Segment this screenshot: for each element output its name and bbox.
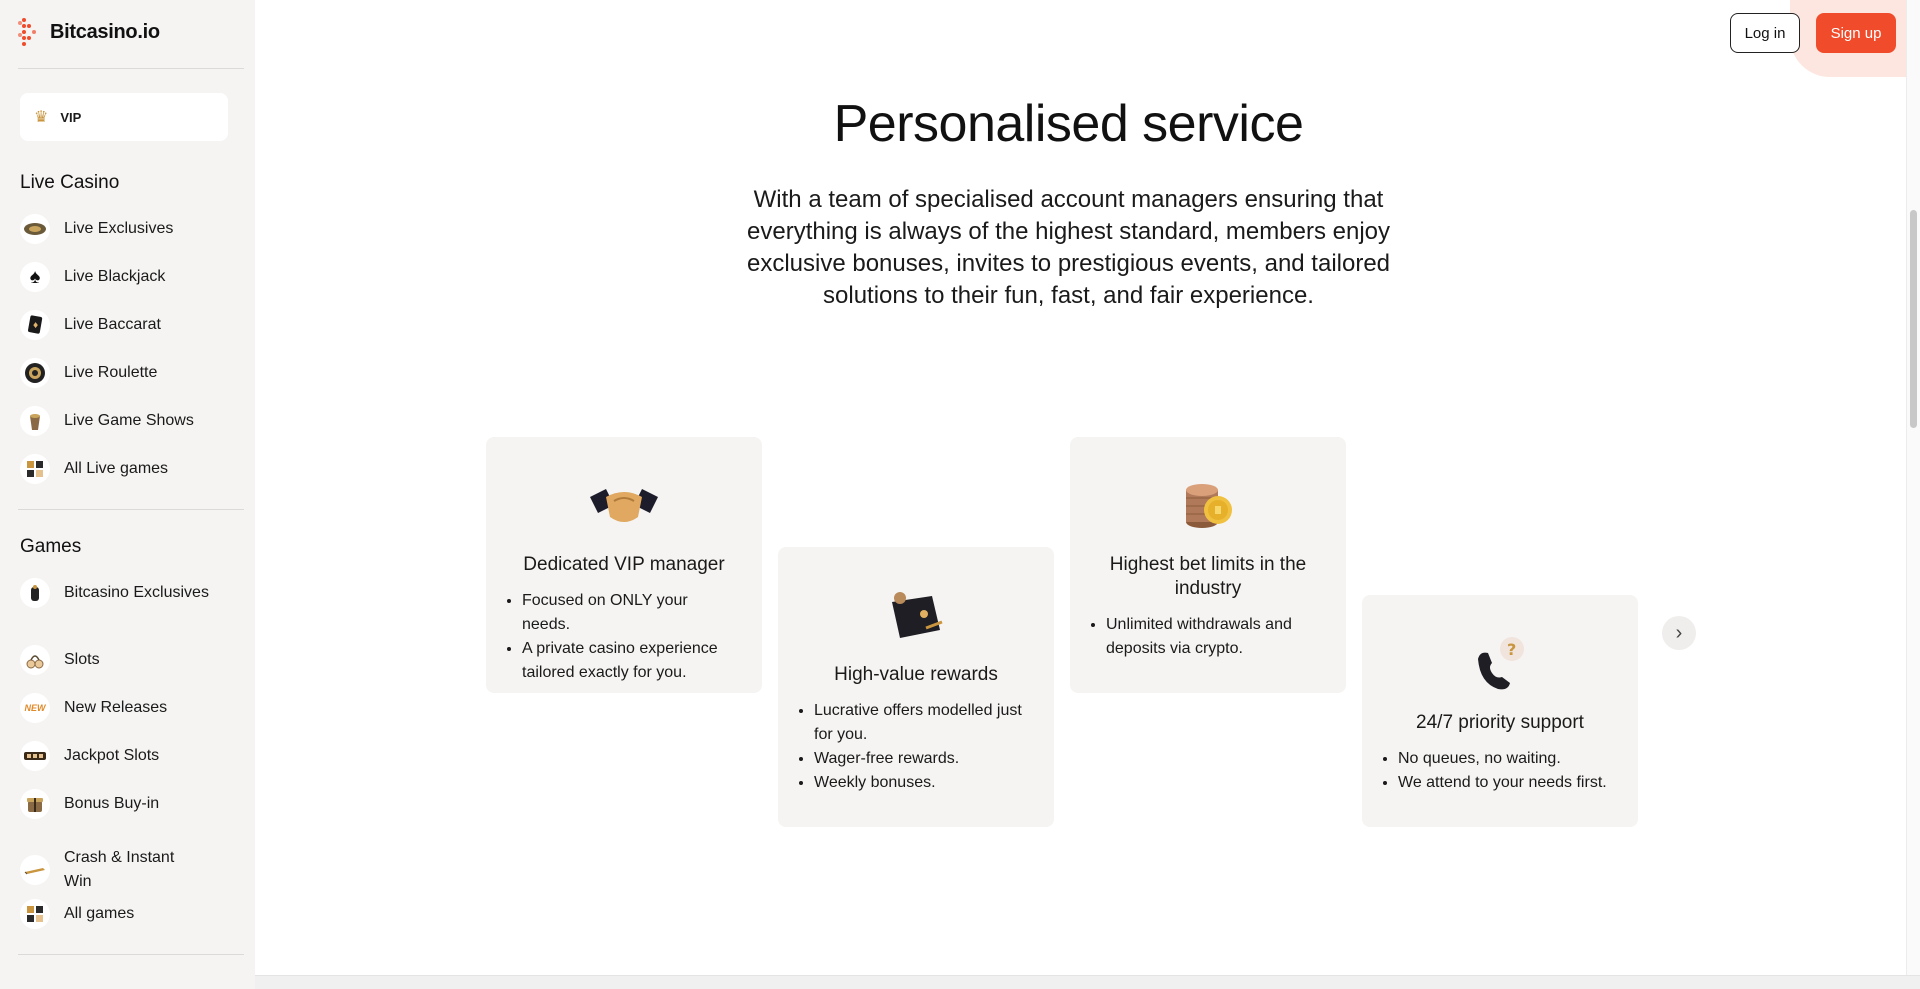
sidebar-item-label: Live Baccarat: [64, 316, 161, 333]
list-item: • No queues, no waiting.: [1398, 747, 1616, 771]
list-item: • Weekly bonuses.: [814, 771, 1032, 795]
feature-card-support: [1362, 595, 1638, 827]
sidebar-item-crash-instant-win[interactable]: [20, 846, 230, 894]
sidebar-item-live-baccarat[interactable]: [20, 310, 230, 340]
sidebar-item-vip[interactable]: [20, 93, 228, 141]
feature-card-vip-manager: [486, 437, 762, 693]
list-item: • Focused on ONLY your needs.: [522, 589, 740, 637]
spade-icon: ♠: [20, 262, 50, 292]
section-title-live-casino: Live Casino: [20, 172, 120, 193]
vertical-scrollbar[interactable]: [1906, 0, 1920, 975]
sidebar-item-label: All games: [64, 905, 135, 922]
sidebar-item-label: Live Blackjack: [64, 268, 166, 285]
sidebar-item-live-exclusives[interactable]: [20, 214, 230, 244]
handshake-icon: [486, 477, 762, 535]
section-title-games: Games: [20, 536, 82, 557]
brand-name: Bitcasino.io: [50, 20, 160, 43]
sidebar-item-new-releases[interactable]: [20, 693, 230, 723]
signup-button[interactable]: Sign up: [1816, 13, 1896, 53]
sidebar-item-label: Bitcasino Exclusives: [64, 584, 209, 601]
sidebar-item-all-games[interactable]: [20, 899, 230, 929]
new-icon: NEW: [20, 693, 50, 723]
chevron-right-icon: ›: [1675, 621, 1683, 644]
phone-support-icon: [1362, 635, 1638, 693]
grid-icon: [20, 899, 50, 929]
list-item: • Wager-free rewards.: [814, 747, 1032, 771]
list-item: • We attend to your needs first.: [1398, 771, 1616, 795]
sidebar-item-live-roulette[interactable]: [20, 358, 230, 388]
jackpot-icon: [20, 741, 50, 771]
sidebar-item-slots[interactable]: [20, 645, 230, 675]
sidebar-item-label: Live Exclusives: [64, 220, 174, 237]
roulette-icon: [20, 358, 50, 388]
scrollbar-thumb[interactable]: [1910, 210, 1917, 428]
sidebar-item-label: Crash & Instant Win: [64, 849, 175, 890]
list-item: • Lucrative offers modelled just for you.: [814, 699, 1032, 747]
card-bullets: [814, 699, 1032, 795]
bonus-icon: [20, 789, 50, 819]
sidebar-item-label: Live Roulette: [64, 364, 158, 381]
divider: [18, 68, 244, 69]
carousel-next-button[interactable]: [1662, 616, 1696, 650]
wallet-icon: [778, 587, 1054, 645]
divider: [18, 954, 244, 955]
horizontal-scrollbar[interactable]: [255, 975, 1920, 989]
sidebar-item-label: All Live games: [64, 460, 169, 477]
sidebar-item-label: Bonus Buy-in: [64, 795, 160, 812]
cards-icon: [20, 310, 50, 340]
sidebar-item-label: Slots: [64, 651, 100, 668]
page-description: With a team of specialised account managers ensuring that everything is always of the highest standard, members enjoy exclusive bonuses, invites to prestigious events, and tailored solutions to their fun, fast, and fair experience.: [746, 186, 1391, 309]
live-exclusives-icon: [20, 214, 50, 244]
feature-card-rewards: [778, 547, 1054, 827]
list-item: • Unlimited withdrawals and deposits via crypto.: [1106, 613, 1324, 661]
sidebar: [0, 0, 255, 989]
sidebar-item-label: New Releases: [64, 699, 168, 716]
crash-icon: [20, 855, 50, 885]
sidebar-item-label: Live Game Shows: [64, 412, 194, 429]
card-title: Dedicated VIP manager: [523, 554, 725, 575]
card-bullets: [522, 589, 740, 685]
list-item: • A private casino experience tailored exactly for you.: [522, 637, 740, 685]
sidebar-item-live-blackjack[interactable]: [20, 262, 230, 292]
sidebar-item-label: VIP: [60, 109, 82, 125]
game-show-icon: [20, 406, 50, 436]
logo-icon: [18, 18, 40, 46]
card-title: High-value rewards: [834, 664, 998, 685]
cherry-icon: [20, 645, 50, 675]
feature-card-bet-limits: [1070, 437, 1346, 693]
divider: [18, 509, 244, 510]
page-title: Personalised service: [833, 95, 1304, 153]
login-button[interactable]: Log in: [1730, 13, 1800, 53]
exclusive-icon: [20, 578, 50, 608]
brand-logo[interactable]: [18, 16, 160, 48]
crown-icon: ♛: [34, 109, 49, 126]
sidebar-item-live-game-shows[interactable]: [20, 406, 230, 436]
sidebar-item-bitcasino-exclusives[interactable]: [20, 578, 230, 608]
sidebar-item-all-live-games[interactable]: [20, 454, 230, 484]
card-bullets: [1398, 747, 1616, 795]
card-bullets: [1106, 613, 1324, 661]
sidebar-item-jackpot-slots[interactable]: [20, 741, 230, 771]
svg-text:?: ?: [1507, 640, 1517, 659]
sidebar-item-bonus-buy-in[interactable]: [20, 789, 230, 819]
grid-icon: [20, 454, 50, 484]
card-title: Highest bet limits in the industry: [1109, 554, 1307, 599]
coins-icon: [1070, 477, 1346, 535]
svg-text:♦: ♦: [32, 321, 40, 330]
header-actions: [1730, 13, 1896, 53]
sidebar-item-label: Jackpot Slots: [64, 747, 160, 764]
card-title: 24/7 priority support: [1416, 712, 1584, 733]
